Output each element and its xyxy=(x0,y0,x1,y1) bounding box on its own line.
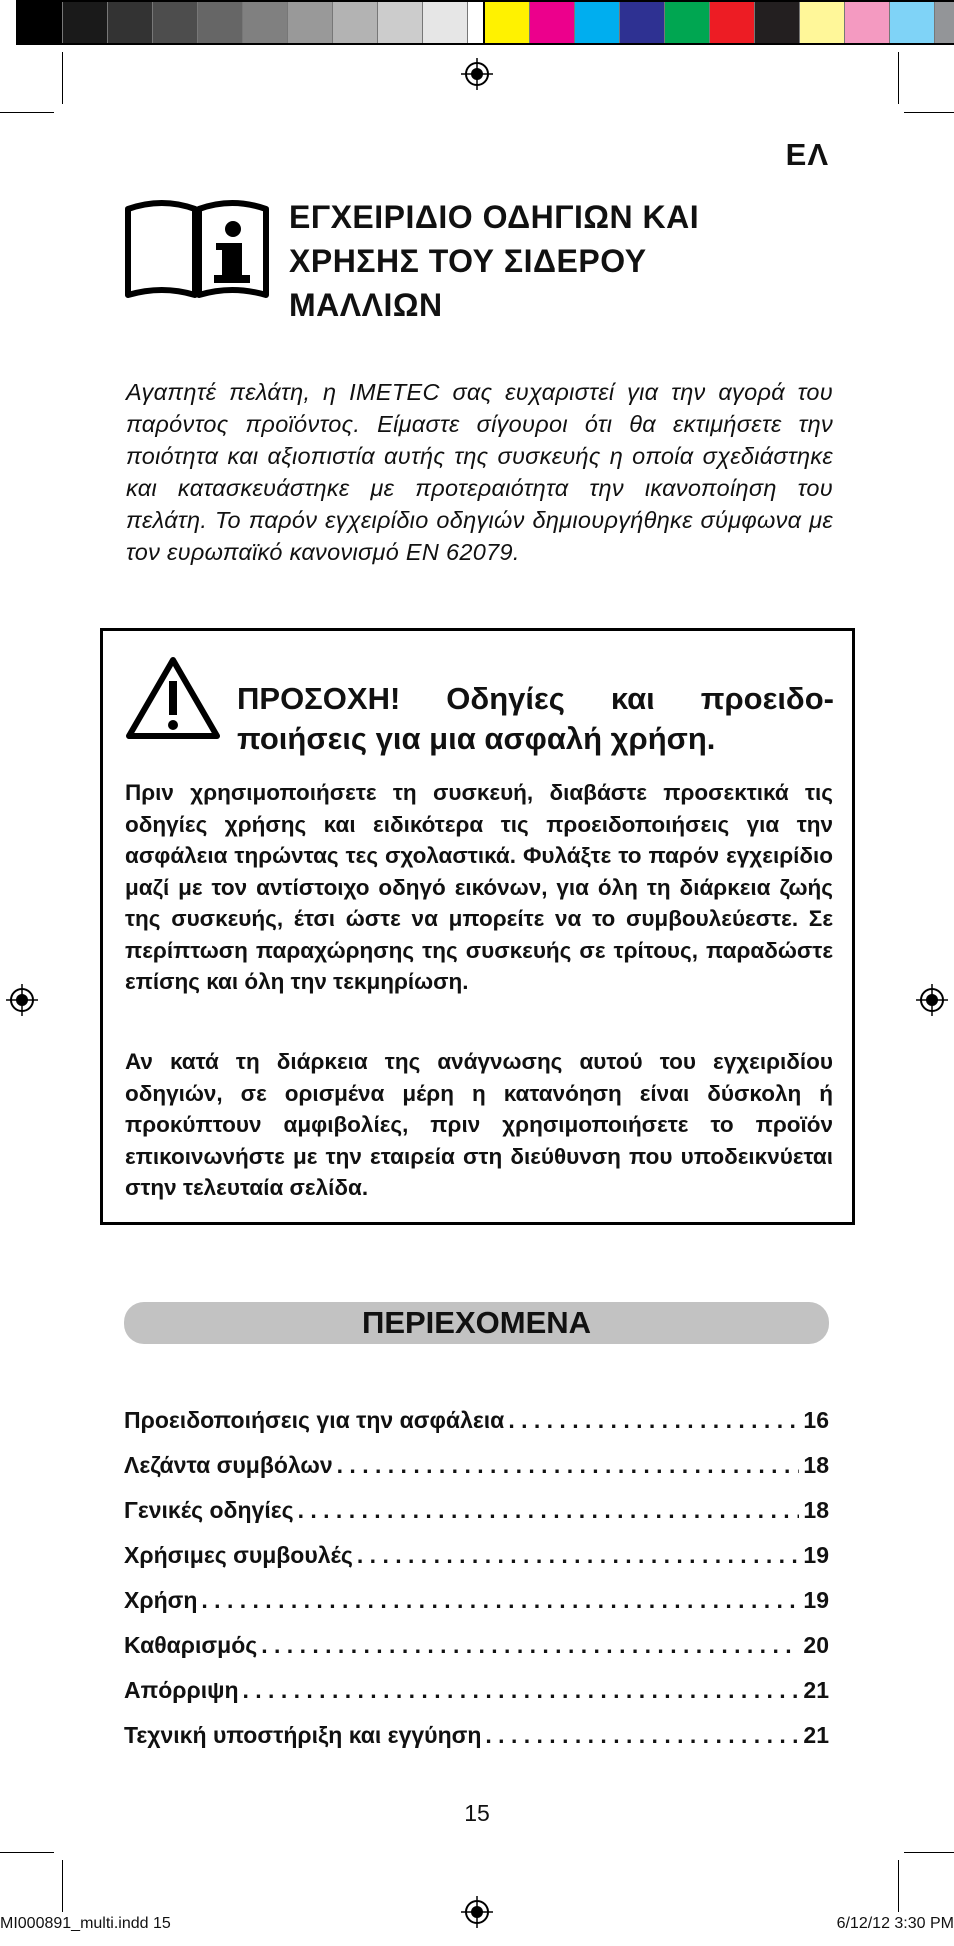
color-swatch xyxy=(485,2,530,43)
color-swatch xyxy=(153,2,198,43)
registration-mark-icon xyxy=(461,1896,493,1928)
toc-item-page: 20 xyxy=(803,1632,829,1658)
toc-item-page: 21 xyxy=(803,1722,829,1748)
toc-item[interactable] xyxy=(124,1497,829,1542)
title-line: ΜΑΛΛΙΩΝ xyxy=(289,287,443,323)
color-swatch xyxy=(935,2,954,43)
toc-item-page: 21 xyxy=(803,1677,829,1703)
color-swatch xyxy=(755,2,800,43)
color-swatch xyxy=(800,2,845,43)
intro-paragraph: Αγαπητέ πελάτη, η IMETEC σας ευχαριστεί για την αγορά του παρόντος προϊόντος. Είμαστε σίγουροι ότι θα εκτιμήσετε την ποιότητα και αξιοπιστία αυτής της συσκευής η οποία σχεδιάστηκε και κατασκευάστηκε με προτεραιότητα την ικανοποίηση του πελάτη. Το παρόν εγχειρίδιο οδηγιών δημιουργήθηκε σύμφωνα με τον ευρωπαϊκό κανονισμό EN 62079. xyxy=(126,379,833,565)
toc-item-label: Προειδοποιήσεις για την ασφάλεια xyxy=(124,1407,505,1433)
color-swatch xyxy=(288,2,333,43)
color-swatch xyxy=(333,2,378,43)
color-swatch xyxy=(845,2,890,43)
gray-color-bar xyxy=(16,0,515,45)
crop-mark xyxy=(62,1860,63,1912)
toc-item-label: Λεζάντα συμβόλων xyxy=(124,1452,333,1478)
title-line: ΕΓΧΕΙΡΙΔΙΟ ΟΔΗΓΙΩΝ ΚΑΙ xyxy=(289,199,700,235)
toc-leader-dots xyxy=(508,1407,799,1434)
crop-mark xyxy=(898,52,899,104)
process-color-bar xyxy=(483,0,954,45)
color-swatch xyxy=(423,2,468,43)
toc-item[interactable] xyxy=(124,1632,829,1677)
toc-leader-dots xyxy=(201,1587,799,1614)
crop-mark xyxy=(898,1860,899,1912)
crop-mark xyxy=(904,1852,954,1853)
document-title xyxy=(289,195,809,327)
toc-item-page: 18 xyxy=(803,1497,829,1523)
title-line: ΧΡΗΣΗΣ ΤΟΥ ΣΙΔΕΡΟΥ xyxy=(289,243,647,279)
toc-item[interactable] xyxy=(124,1452,829,1497)
color-swatch xyxy=(198,2,243,43)
toc-item[interactable] xyxy=(124,1587,829,1632)
toc-leader-dots xyxy=(261,1632,799,1659)
toc-leader-dots xyxy=(357,1542,800,1569)
warning-paragraph: Πριν χρησιμοποιήσετε τη συσκευή, διαβάστε προσεκτικά τις οδηγίες χρήσης και ειδικότερα τις προειδοποιήσεις για την ασφάλεια τηρώντας τες σχολαστικά. Φυλάξτε το παρόν εγχειρίδιο μαζί με τον αντίστοιχο οδηγό εικόνων, για όλη τη διάρκεια ζωής της συσκευής, έτσι ώστε να μπορείτε να το συμβουλεύεστε. Σε περίπτωση παραχώρησης της συσκευής σε τρίτους, παραδώστε επίσης και όλη την τεκμηρίωση. xyxy=(125,780,833,994)
toc-leader-dots xyxy=(298,1497,800,1524)
toc-item[interactable] xyxy=(124,1722,829,1767)
registration-mark-icon xyxy=(916,984,948,1016)
toc-leader-dots xyxy=(485,1722,799,1749)
color-swatch xyxy=(665,2,710,43)
warning-title: ΠΡΟΣΟΧΗ! Οδηγίες και προειδο-ποιήσεις για μια ασφαλή χρήση. xyxy=(237,681,834,756)
toc-item[interactable] xyxy=(124,1542,829,1587)
toc-item-page: 19 xyxy=(803,1542,829,1568)
safety-warning-box xyxy=(100,628,855,1225)
registration-mark-icon xyxy=(461,58,493,90)
book-info-icon xyxy=(122,195,272,299)
color-swatch xyxy=(18,2,63,43)
toc-item-label: Χρήση xyxy=(124,1587,198,1613)
toc-item[interactable] xyxy=(124,1677,829,1722)
color-swatch xyxy=(378,2,423,43)
print-slug-filename: MI000891_multi.indd 15 xyxy=(0,1915,171,1932)
toc-leader-dots xyxy=(337,1452,800,1479)
print-slug-timestamp: 6/12/12 3:30 PM xyxy=(836,1915,954,1932)
toc-item-page: 19 xyxy=(803,1587,829,1613)
table-of-contents xyxy=(124,1407,829,1767)
color-swatch xyxy=(530,2,575,43)
toc-item-label: Γενικές οδηγίες xyxy=(124,1497,294,1523)
toc-heading: ΠΕΡΙΕΧΟΜΕΝΑ xyxy=(124,1302,829,1344)
toc-item-label: Καθαρισμός xyxy=(124,1632,258,1658)
color-swatch xyxy=(63,2,108,43)
crop-mark xyxy=(0,112,54,113)
color-swatch xyxy=(890,2,935,43)
registration-mark-icon xyxy=(6,984,38,1016)
crop-mark xyxy=(904,112,954,113)
warning-triangle-icon xyxy=(125,655,221,741)
crop-mark xyxy=(62,52,63,104)
toc-leader-dots xyxy=(243,1677,800,1704)
toc-item-label: Τεχνική υποστήριξη και εγγύηση xyxy=(124,1722,482,1748)
toc-item[interactable] xyxy=(124,1407,829,1452)
toc-item-page: 16 xyxy=(803,1407,829,1433)
warning-paragraph: Αν κατά τη διάρκεια της ανάγνωσης αυτού του εγχειριδίου οδηγιών, σε ορισμένα μέρη η κατανόηση είναι δύσκολη ή προκύπτουν αμφιβολίες, πριν χρησιμοποιήσετε το προϊόν επικοινωνήστε με την εταιρεία στη διεύθυνση που υποδεικνύεται στην τελευταία σελίδα. xyxy=(125,1049,833,1200)
color-swatch xyxy=(710,2,755,43)
crop-mark xyxy=(0,1852,54,1853)
toc-item-label: Απόρριψη xyxy=(124,1677,239,1703)
color-swatch xyxy=(243,2,288,43)
color-swatch xyxy=(575,2,620,43)
color-swatch xyxy=(108,2,153,43)
color-swatch xyxy=(620,2,665,43)
page-number: 15 xyxy=(464,1800,490,1826)
language-code: ΕΛ xyxy=(785,137,829,172)
toc-item-page: 18 xyxy=(803,1452,829,1478)
toc-item-label: Χρήσιμες συμβουλές xyxy=(124,1542,353,1568)
